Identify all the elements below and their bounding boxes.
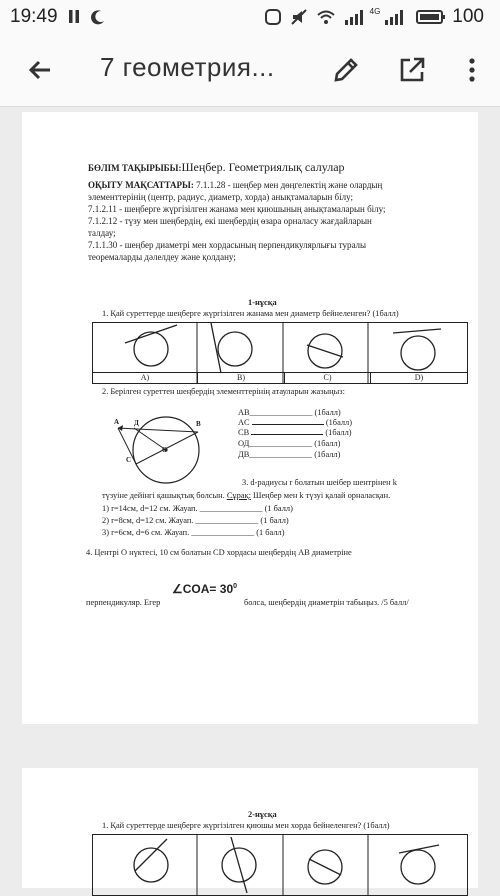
q3-question-label: Сұрақ: bbox=[226, 491, 251, 500]
objectives-label: ОҚЫТУ МАҚСАТТАРЫ: bbox=[88, 180, 194, 190]
objectives-line-5: талдау; bbox=[88, 228, 116, 238]
status-notification-icons bbox=[68, 7, 102, 28]
label-a: A bbox=[114, 418, 120, 426]
more-vert-icon[interactable] bbox=[456, 54, 488, 86]
q2-item-cb-blank[interactable] bbox=[251, 434, 323, 435]
label-o: O bbox=[162, 446, 168, 454]
objectives-line-7: теоремаларды дәлелдеу және қолдану; bbox=[88, 252, 236, 262]
q2-item-ac bbox=[238, 418, 352, 427]
objectives-line-6: 7.1.1.30 - шеңбер диаметрі мен хордасының перпендикулярлығы туралы bbox=[88, 240, 367, 250]
heading-label: БӨЛІМ ТАҚЫРЫБЫ: bbox=[88, 163, 182, 173]
battery-level: 100 bbox=[452, 6, 484, 27]
mute-icon bbox=[290, 8, 308, 26]
objectives-line-4: 7.1.2.12 - түзу мен шеңбердің, екі шеңбердің өзара орналасу жағдайларын bbox=[88, 216, 372, 226]
variant-1-heading: 1-нұсқа bbox=[248, 298, 277, 307]
figure-a-circle-tangent bbox=[125, 325, 177, 366]
label-c: C bbox=[126, 456, 132, 464]
q3-item-1: 1) r=14см, d=12 см. Жауап. _______________ (1 балл) bbox=[102, 504, 293, 513]
q2-item-cb bbox=[238, 428, 352, 437]
q1-options-row bbox=[93, 372, 467, 383]
variant-2-heading: 2-нұсқа bbox=[248, 810, 277, 819]
page2-figure-b bbox=[222, 837, 256, 893]
signal-icon bbox=[344, 8, 366, 26]
page2-q1-figures-table bbox=[92, 834, 468, 896]
page2-q1-figures bbox=[93, 835, 467, 895]
figure-d-circle-tangent bbox=[393, 329, 441, 370]
q2-item-cb-points: (1балл) bbox=[325, 428, 352, 437]
objectives-line-2: элементтерінің (центр, радиус, диаметр, хорда) анықтамаларын білу; bbox=[88, 192, 353, 202]
question-4-line-2-end: болса, шеңбердің диаметрін табыңыз. /5 балл/ bbox=[244, 598, 409, 607]
q1-figures-table bbox=[92, 322, 468, 384]
label-d: Д bbox=[134, 419, 139, 427]
question-3-line-2 bbox=[102, 491, 390, 500]
document-title: 7 геометрия... bbox=[100, 52, 275, 82]
option-c[interactable]: C) bbox=[285, 373, 371, 383]
objectives-line-3: 7.1.2.11 - шеңберге жүргізілген жанама мен қиюшының анықтамаларын білу; bbox=[88, 204, 386, 214]
objectives-text-1: 7.1.1.28 - шеңбер мен дөңгелектің және олардың bbox=[196, 180, 383, 190]
q4-degree: 0 bbox=[233, 583, 238, 590]
q4-line2-start: перпендикуляр. Егер bbox=[86, 598, 161, 607]
sync-icon bbox=[264, 8, 282, 26]
q2-item-ac-blank[interactable] bbox=[252, 424, 324, 425]
moon-icon bbox=[90, 9, 106, 25]
status-bar bbox=[0, 0, 500, 34]
figure-c-circle-diameter bbox=[307, 334, 343, 368]
q2-item-db: ДВ_______________ (1балл) bbox=[238, 450, 341, 459]
open-external-icon[interactable] bbox=[396, 54, 428, 86]
signal-icon-2 bbox=[384, 8, 406, 26]
label-b: B bbox=[196, 420, 201, 428]
wifi-icon bbox=[316, 8, 336, 26]
objectives-line-1 bbox=[88, 180, 382, 190]
document-page-2[interactable] bbox=[22, 768, 478, 888]
q4-angle: ∠COA= 30 bbox=[172, 582, 234, 596]
question-2: 2. Берілген суреттен шеңбердің элементтерінің атауларын жазыңыз: bbox=[102, 387, 345, 396]
figure-b-circle-tangent bbox=[211, 323, 252, 373]
option-b[interactable]: B) bbox=[198, 373, 285, 383]
app-bar bbox=[0, 34, 500, 107]
option-d[interactable]: D) bbox=[414, 373, 424, 382]
document-page-1[interactable] bbox=[22, 112, 478, 724]
section-heading bbox=[88, 158, 345, 176]
network-type: 4G bbox=[369, 6, 381, 16]
heading-topic: Шеңбер. Геометриялық салулар bbox=[181, 160, 345, 174]
page2-question-1: 1. Қай суреттерде шеңберге жүргізілген қиюшы мен хорда бейнеленген? (1балл) bbox=[102, 821, 390, 830]
status-time: 19:49 bbox=[10, 6, 58, 27]
q2-item-cb-label: CB bbox=[238, 428, 250, 437]
option-a[interactable]: A) bbox=[93, 373, 198, 383]
q2-item-ac-points: (1балл) bbox=[325, 418, 353, 427]
q4-angle-expression bbox=[172, 582, 237, 596]
q2-item-od: ОД_______________ (1балл) bbox=[238, 439, 341, 448]
page2-figure-c bbox=[308, 850, 342, 884]
question-3-line-1: 3. d-радиусы r болатын шеібер шентрінен k bbox=[242, 478, 397, 487]
question-4-line-1: 4. Центрі О нүктесі, 10 см болатын CD хордасы шеңбердің AB диаметріне bbox=[86, 548, 352, 557]
q3-item-3: 3) r=6см, d=6 см. Жауап. _______________ (1 балл) bbox=[102, 528, 285, 537]
q3-line2-text: түзуіне дейінгі қашықтық болсын. bbox=[102, 491, 225, 500]
page2-figure-a bbox=[134, 839, 168, 882]
battery-icon bbox=[416, 9, 446, 25]
q2-item-ab: AB_______________ (1балл) bbox=[238, 408, 341, 417]
question-1: 1. Қай суреттерде шеңберге жүргізілген жанама мен диаметр бейнеленген? (1балл) bbox=[102, 309, 399, 318]
pause-icon bbox=[68, 9, 82, 25]
q3-item-2: 2) r=8см, d=12 см. Жауап. _______________ (1 балл) bbox=[102, 516, 289, 525]
q3-question-text: Шеңбер мен k түзуі қалай орналасқан. bbox=[253, 491, 391, 500]
q2-circle-figure bbox=[114, 406, 254, 486]
question-4-line-2 bbox=[86, 598, 160, 607]
page2-figure-d bbox=[399, 845, 439, 884]
back-arrow-icon[interactable] bbox=[24, 54, 56, 86]
q2-item-ac-label: AC bbox=[238, 418, 250, 427]
edit-pencil-icon[interactable] bbox=[330, 54, 362, 86]
